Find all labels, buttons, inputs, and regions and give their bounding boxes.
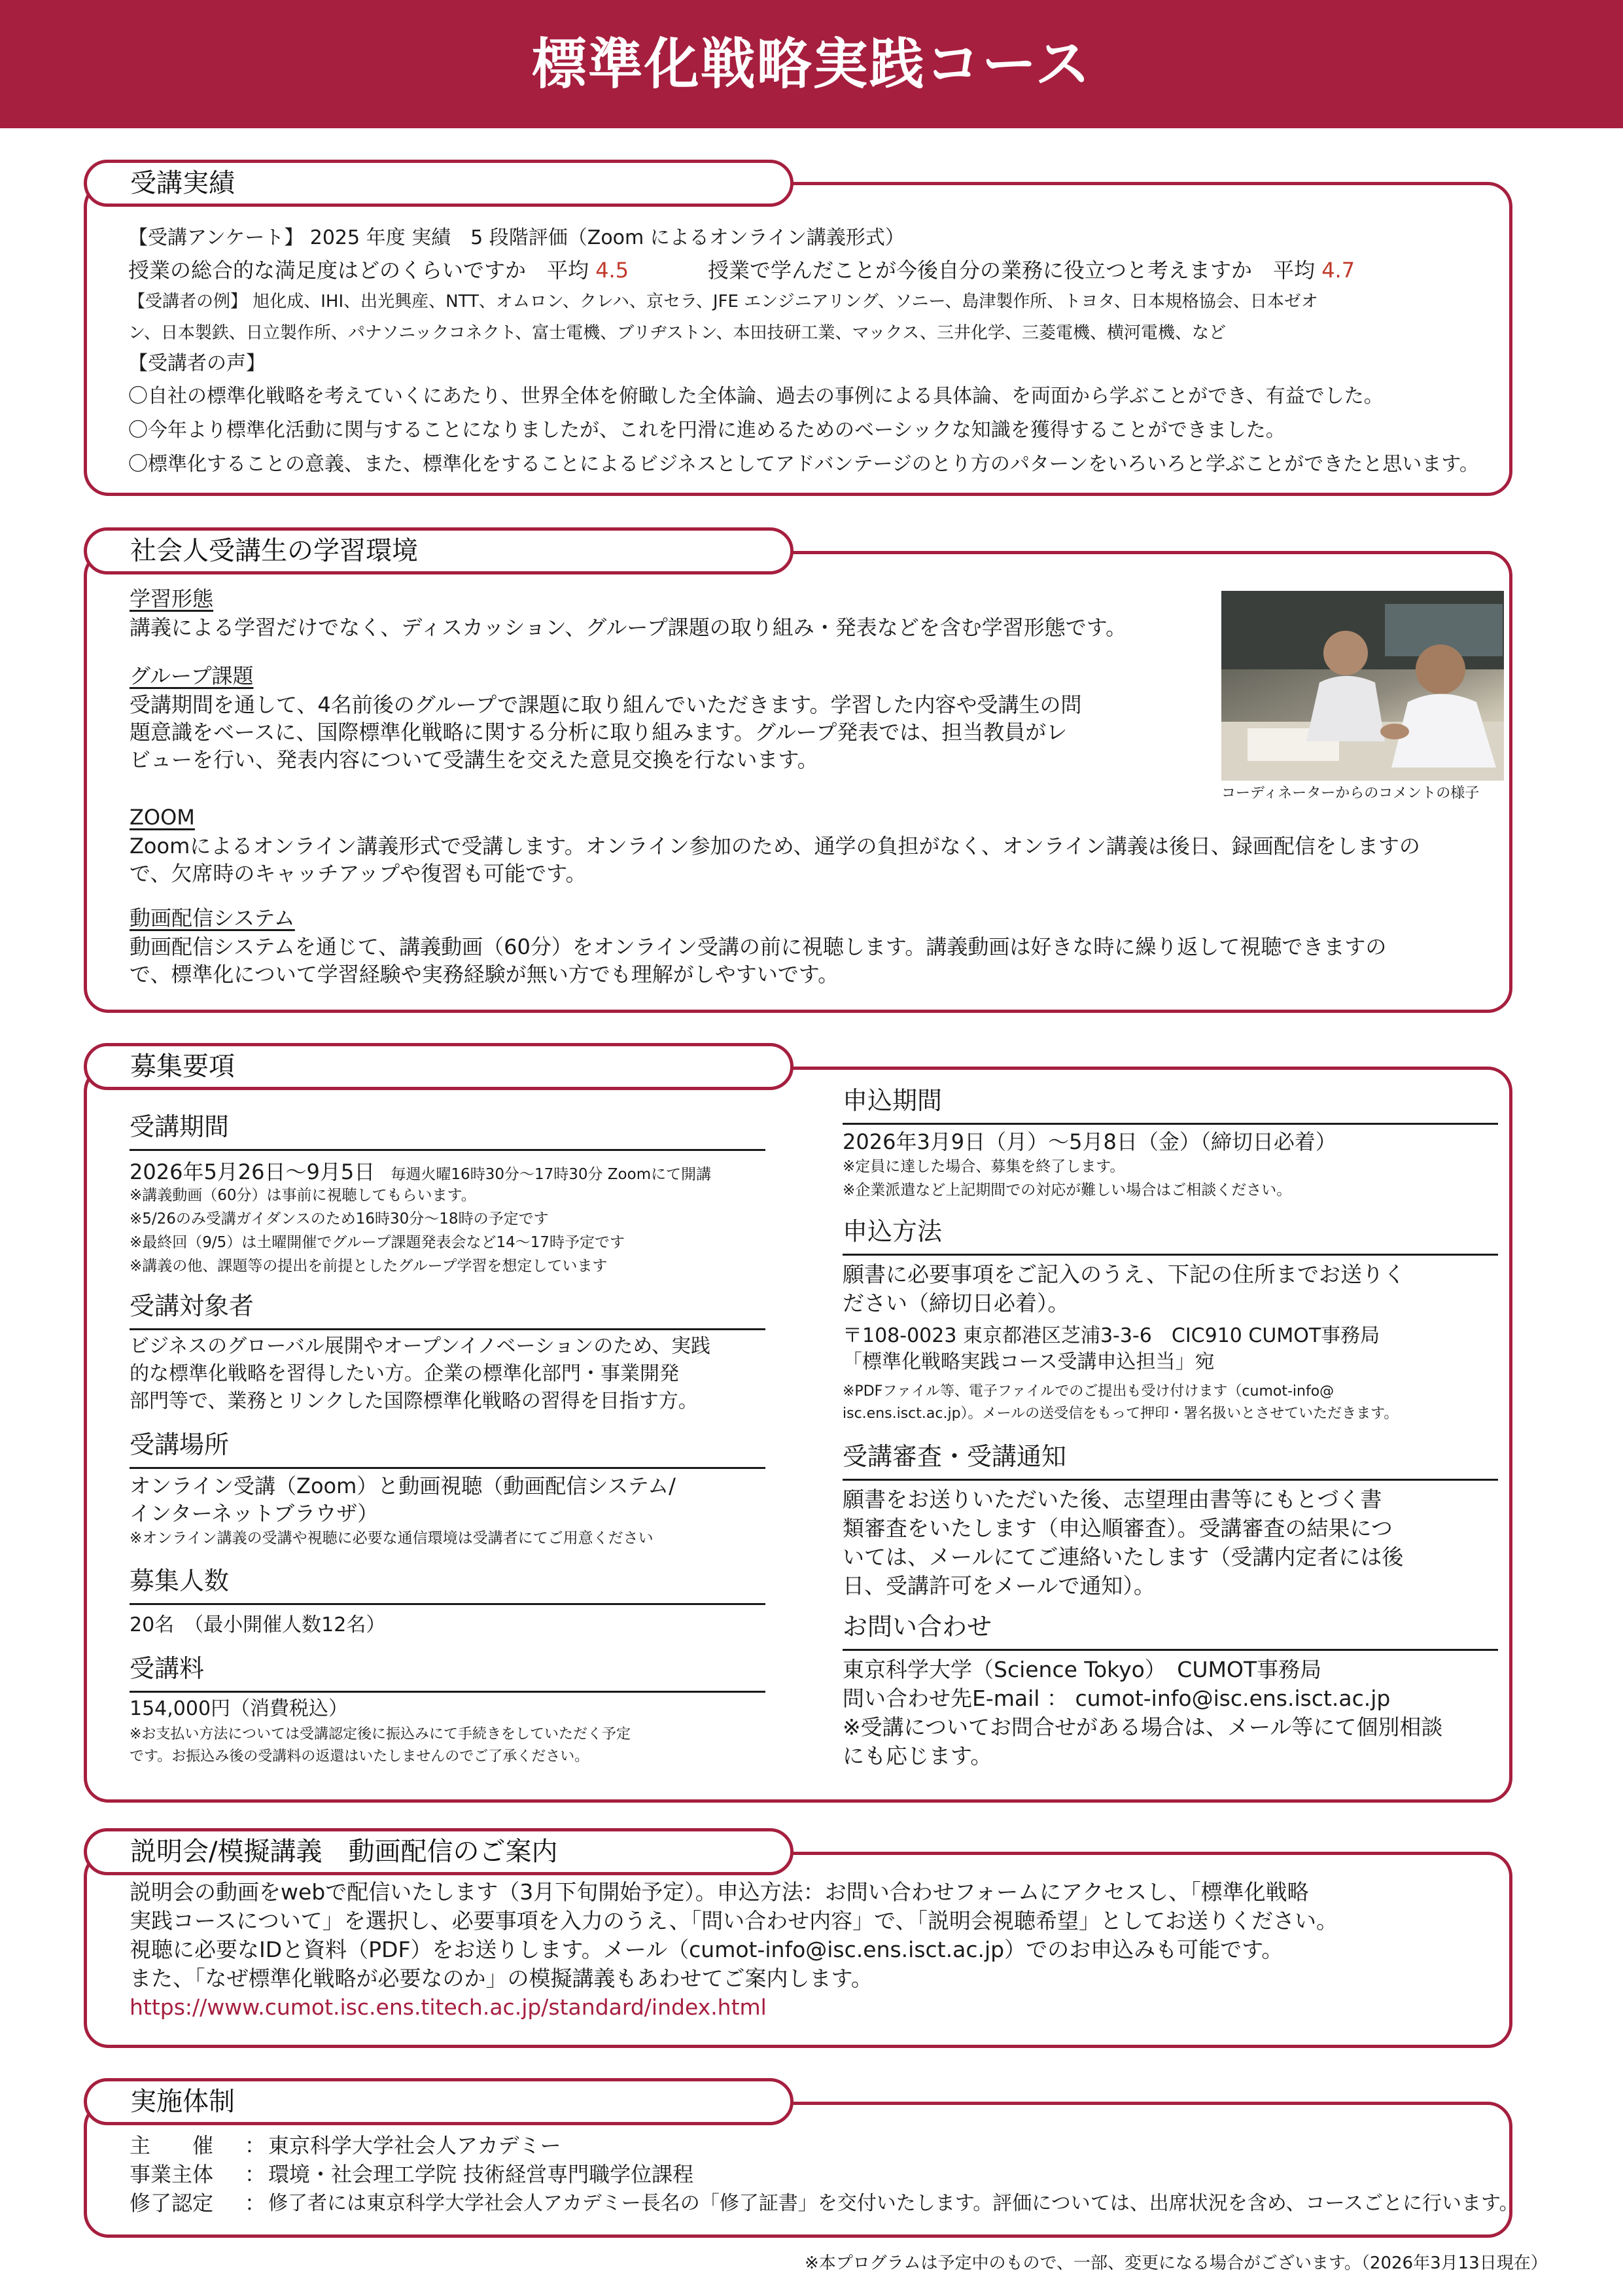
period-title: 受講期間 <box>130 1112 230 1141</box>
divider <box>130 1328 765 1330</box>
survey-q2 <box>708 258 1355 283</box>
fee-note: ※お支払い方法については受講認定後に振込みにて手続きをしていただく予定 <box>130 1726 631 1742</box>
contact-text: 東京科学大学（Science Tokyo） CUMOT事務局 <box>843 1657 1322 1682</box>
section-briefing-heading: 説明会/模擬講義 動画配信のご案内 <box>84 1828 794 1875</box>
org-colon: ： <box>245 2162 266 2187</box>
examples-line-1: 【受講者の例】 旭化成、IHI、出光興産、NTT、オムロン、クレハ、京セラ、JFE エンジニアリング、ソニー、島津製作所、トヨタ、日本規格協会、日本ゼオ <box>128 292 1318 311</box>
org-text: 環境・社会理工学院 技術経営専門職学位課程 <box>268 2162 694 2187</box>
capacity-title: 募集人数 <box>130 1566 230 1595</box>
apply-method-text: ださい（締切日必着）。 <box>843 1290 1070 1316</box>
apply-method-note: isc.ens.isct.ac.jp）。メールの送受信をもって押印・署名扱いとさせていただきます。 <box>843 1405 1399 1422</box>
apply-address: 「標準化戦略実践コース受講申込担当」宛 <box>843 1351 1215 1373</box>
period-note: ※講義動画（60分）は事前に視聴してもらいます。 <box>130 1187 476 1204</box>
env-item-text: で、標準化について学習経験や実務経験が無い方でも理解がしやすいです。 <box>130 962 839 987</box>
env-item-title: ZOOM <box>130 805 195 830</box>
coordinator-photo <box>1221 591 1504 781</box>
briefing-text: 説明会の動画をwebで配信いたします（3月下旬開始予定）。申込方法：お問い合わせフォームにアクセスし、「標準化戦略 <box>130 1879 1309 1905</box>
review-text: 願書をお送りいただいた後、志望理由書等にもとづく書 <box>843 1487 1382 1512</box>
target-text: 的な標準化戦略を習得したい方。企業の標準化部門・事業開発 <box>130 1362 679 1385</box>
period-note: ※5/26のみ受講ガイダンスのため16時30分～18時の予定です <box>130 1210 549 1227</box>
place-text: オンライン受講（Zoom）と動画視聴（動画配信システム/ <box>130 1474 676 1498</box>
survey-q2-text: 授業で学んだことが今後自分の業務に役立つと考えますか 平均 <box>708 258 1316 283</box>
env-item-text: ビューを行い、発表内容について受講生を交えた意見交換を行ないます。 <box>130 747 818 772</box>
voice-1: 〇自社の標準化戦略を考えていくにあたり、世界全体を俯瞰した全体論、過去の事例による具体論、を両面から学ぶことができ、有益でした。 <box>128 385 1384 408</box>
org-label: 事業主体 <box>130 2162 214 2187</box>
org-colon: ： <box>245 2133 266 2158</box>
divider <box>843 1123 1498 1125</box>
period-main <box>130 1159 711 1184</box>
org-text: 修了者には東京科学大学社会人アカデミー長名の「修了証書」を交付いたします。評価については、出席状況を含め、コースごとに行います。 <box>268 2192 1519 2215</box>
contact-title: お問い合わせ <box>843 1612 992 1641</box>
env-item-text: 受講期間を通して、4名前後のグループで課題に取り組んでいただきます。学習した内容や受講生の問 <box>130 692 1082 717</box>
survey-q1-value: 4.5 <box>595 258 629 283</box>
review-text: いては、メールにてご連絡いたします（受講内定者には後 <box>843 1544 1404 1570</box>
briefing-text: また、「なぜ標準化戦略が必要なのか」の模擬講義もあわせてご案内します。 <box>130 1966 873 1991</box>
photo-illustration <box>1221 591 1504 781</box>
target-text: ビジネスのグローバル展開やオープンイノベーションのため、実践 <box>130 1335 710 1358</box>
env-item-text: 題意識をベースに、国際標準化戦略に関する分析に取り組みます。グループ発表では、担当教員がレ <box>130 720 1068 745</box>
target-text: 部門等で、業務とリンクした国際標準化戦略の習得を目指す方。 <box>130 1390 698 1413</box>
period-note: ※最終回（9/5）は土曜開催でグループ課題発表会など14～17時予定です <box>130 1234 625 1251</box>
env-item-text: 動画配信システムを通じて、講義動画（60分）をオンライン受講の前に視聴します。講義動画は好きな時に繰り返して視聴できますの <box>130 934 1387 959</box>
voice-2: 〇今年より標準化活動に関与することになりましたが、これを円滑に進めるためのベーシックな知識を獲得することができました。 <box>128 419 1285 442</box>
page-title: 標準化戦略実践コース <box>531 32 1092 96</box>
period-note: ※講義の他、課題等の提出を前提としたグループ学習を想定しています <box>130 1258 608 1275</box>
divider <box>130 1467 765 1469</box>
apply-address: 〒108-0023 東京都港区芝浦3-3-6 CIC910 CUMOT事務局 <box>843 1324 1380 1347</box>
apply-method-text: 願書に必要事項をご記入のうえ、下記の住所までお送りく <box>843 1262 1405 1287</box>
env-item-text: Zoomによるオンライン講義形式で受講します。オンライン参加のため、通学の負担がなく、オンライン講義は後日、録画配信をしますの <box>130 834 1420 858</box>
period-dates: 2026年5月26日～9月5日 <box>130 1159 375 1184</box>
env-item-text: 講義による学習だけでなく、ディスカッション、グループ課題の取り組み・発表などを含む学習形態です。 <box>130 615 1127 640</box>
apply-method-title: 申込方法 <box>843 1217 943 1246</box>
apply-period-note: ※企業派遣など上記期間での対応が難しい場合はご相談ください。 <box>843 1182 1292 1199</box>
env-item-text: で、欠席時のキャッチアップや復習も可能です。 <box>130 861 587 886</box>
survey-q1-text: 授業の総合的な満足度はどのくらいですか 平均 <box>128 258 589 283</box>
org-colon: ： <box>245 2191 266 2216</box>
survey-title: 【受講アンケート】 2025 年度 実績 5 段階評価（Zoom によるオンライン講義形式） <box>128 226 905 249</box>
place-title: 受講場所 <box>130 1430 230 1459</box>
review-text: 日、受講許可をメールで通知）。 <box>843 1573 1155 1598</box>
apply-period-text: 2026年3月9日（月）～5月8日（金）（締切日必着） <box>843 1129 1336 1154</box>
env-item-title: 学習形態 <box>130 586 214 611</box>
divider <box>843 1254 1498 1256</box>
contact-email[interactable]: 問い合わせ先E-mail ： cumot-info@isc.ens.isct.ac.jp <box>843 1686 1391 1711</box>
env-item-title: グループ課題 <box>130 663 254 688</box>
place-note: ※オンライン講義の受講や視聴に必要な通信環境は受講者にてご用意ください <box>130 1530 654 1547</box>
voice-3: 〇標準化することの意義、また、標準化をすることによるビジネスとしてアドバンテージのとり方のパターンをいろいろと学ぶことができたと思います。 <box>128 453 1479 476</box>
divider <box>130 1603 765 1605</box>
briefing-text: 実践コースについて」を選択し、必要事項を入力のうえ、「問い合わせ内容」で、「説明会視聴希望」としてお送りください。 <box>130 1908 1338 1934</box>
target-title: 受講対象者 <box>130 1292 254 1320</box>
section-environment-heading: 社会人受講生の学習環境 <box>84 527 794 574</box>
fee-text: 154,000円（消費税込） <box>130 1697 349 1720</box>
org-label: 主 催 <box>130 2133 214 2158</box>
examples-line-2: ン、日本製鉄、日立製作所、パナソニックコネクト、富士電機、ブリヂストン、本田技研工業、マックス、三井化学、三菱電機、横河電機、など <box>128 323 1227 343</box>
voice-title: 【受講者の声】 <box>128 352 266 375</box>
period-schedule: 毎週火曜16時30分～17時30分 Zoomにて開講 <box>391 1166 712 1183</box>
briefing-text: 視聴に必要なIDと資料（PDF）をお送りします。メール（cumot-info@isc.ens.isct.ac.jp）でのお申込みも可能です。 <box>130 1937 1283 1962</box>
org-text: 東京科学大学社会人アカデミー <box>268 2133 561 2158</box>
divider <box>130 1691 765 1693</box>
section-organization-heading: 実施体制 <box>84 2078 794 2125</box>
capacity-text: 20名 （最小開催人数12名） <box>130 1614 386 1636</box>
photo-caption: コーディネーターからのコメントの様子 <box>1221 785 1480 802</box>
review-title: 受講審査・受講通知 <box>843 1442 1067 1471</box>
place-text: インターネットブラウザ） <box>130 1501 379 1526</box>
org-label: 修了認定 <box>130 2191 214 2216</box>
section-results-heading: 受講実績 <box>84 160 794 207</box>
review-text: 類審査をいたします（申込順審査）。受講審査の結果につ <box>843 1515 1393 1541</box>
env-item-title: 動画配信システム <box>130 906 295 930</box>
fee-title: 受講料 <box>130 1654 205 1683</box>
contact-text: にも応じます。 <box>843 1743 992 1769</box>
section-recruitment-heading: 募集要項 <box>84 1043 794 1090</box>
divider <box>843 1479 1498 1481</box>
survey-q2-value: 4.7 <box>1321 258 1355 283</box>
fee-note: です。お振込み後の受講料の返還はいたしませんのでご了承ください。 <box>130 1748 589 1765</box>
briefing-link[interactable]: https://www.cumot.isc.ens.titech.ac.jp/standard/index.html <box>130 1994 767 2020</box>
divider <box>130 1149 765 1151</box>
divider <box>843 1649 1498 1651</box>
survey-q1 <box>128 258 629 283</box>
apply-period-note: ※定員に達した場合、募集を終了します。 <box>843 1158 1125 1175</box>
apply-method-note: ※PDFファイル等、電子ファイルでのご提出も受け付けます（cumot-info@ <box>843 1383 1335 1400</box>
contact-text: ※受講についてお問合せがある場合は、メール等にて個別相談 <box>843 1714 1443 1740</box>
apply-period-title: 申込期間 <box>843 1086 943 1115</box>
footnote: ※本プログラムは予定中のもので、一部、変更になる場合がございます。（2026年3月13日現在） <box>805 2253 1548 2273</box>
